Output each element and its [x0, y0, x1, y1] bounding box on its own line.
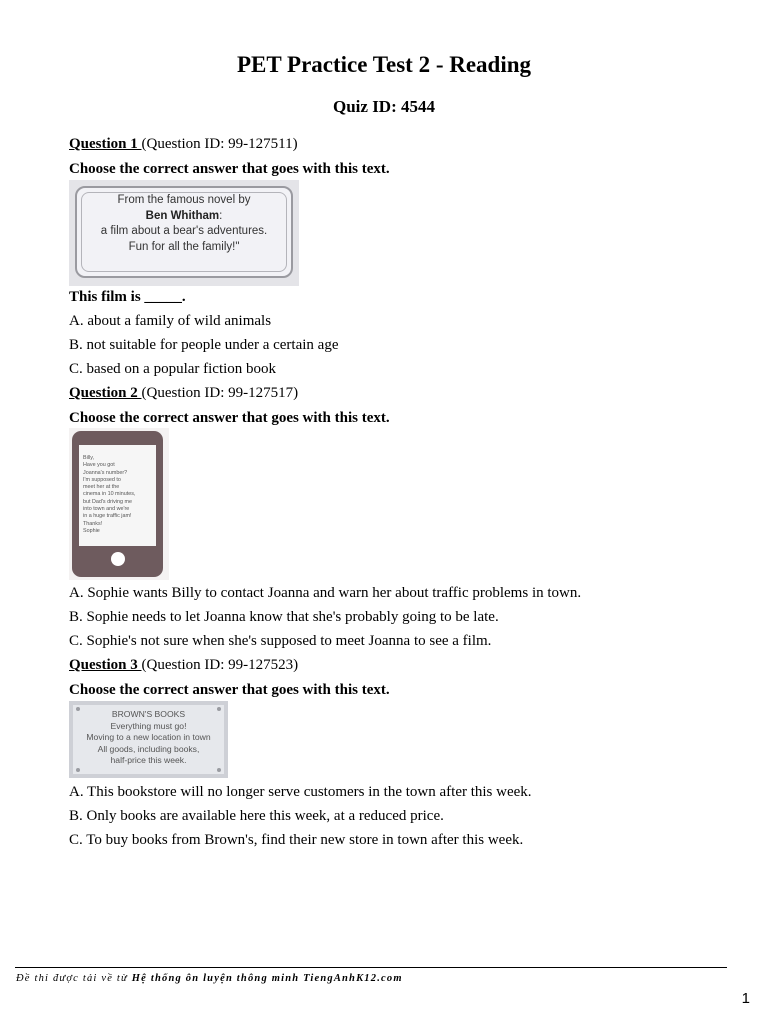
screw-icon: [76, 768, 80, 772]
question-1-option-c: C. based on a popular fiction book: [69, 361, 277, 377]
notice-text: From the famous novel by Ben Whitham: a film about a bear's adventures. Fun for all the family!": [100, 194, 268, 253]
phone-home-button: [111, 552, 125, 566]
question-1-option-b: B. not suitable for people under a certain age: [69, 337, 339, 353]
question-2-instruction: Choose the correct answer that goes with this text.: [69, 410, 390, 426]
question-2-number: Question 2: [69, 385, 142, 401]
question-3-option-b: B. Only books are available here this week, at a reduced price.: [69, 808, 444, 824]
question-3-sign-image: [69, 701, 228, 778]
screw-icon: [217, 768, 221, 772]
page-title: PET Practice Test 2 - Reading: [236, 52, 532, 77]
question-1-instruction: Choose the correct answer that goes with this text.: [69, 161, 390, 177]
question-1-notice-image: [69, 180, 299, 286]
footer-prefix: Đề thi được tải về từ: [16, 973, 132, 984]
quiz-id: Quiz ID: 4544: [333, 97, 435, 116]
question-2-option-a: A. Sophie wants Billy to contact Joanna and warn her about traffic problems in town.: [69, 585, 582, 601]
question-2-id: (Question ID: 99-127517): [141, 385, 299, 401]
footer-site-link[interactable]: Hệ thống ôn luyện thông minh TiengAnhK12.com: [131, 973, 403, 984]
page-number: 1: [741, 990, 750, 1007]
footer-divider: [15, 967, 727, 968]
sign-text: BROWN'S BOOKS Everything must go! Moving to a new location in town All goods, including books, half-price this week.: [86, 709, 211, 765]
question-1-number: Question 1: [69, 136, 142, 152]
question-3-id: (Question ID: 99-127523): [141, 657, 299, 673]
question-1-header: [69, 136, 298, 153]
question-2-phone-image: [69, 428, 169, 580]
question-1-option-a: A. about a family of wild animals: [69, 313, 272, 329]
phone-message-text: Billy, Have you got Joanna's number? I'm supposed to meet her at the cinema in 10 minutes, but Dad's driving me into town and we're in a huge traffic jam! Thanks! Sophie: [83, 455, 136, 534]
phone-screen: [79, 445, 156, 546]
question-2-header: [69, 385, 298, 402]
question-2-option-c: C. Sophie's not sure when she's supposed to meet Joanna to see a film.: [69, 633, 492, 649]
question-1-stem: This film is _____.: [69, 289, 186, 305]
question-2-option-b: B. Sophie needs to let Joanna know that she's probably going to be late.: [69, 609, 499, 625]
question-1-id: (Question ID: 99-127511): [141, 136, 298, 152]
question-3-number: Question 3: [69, 657, 142, 673]
question-3-header: [69, 657, 298, 674]
footer-text: [16, 973, 403, 984]
question-3-option-a: A. This bookstore will no longer serve customers in the town after this week.: [69, 784, 532, 800]
phone-icon: [72, 431, 163, 577]
question-3-option-c: C. To buy books from Brown's, find their new store in town after this week.: [69, 832, 524, 848]
question-3-instruction: Choose the correct answer that goes with this text.: [69, 682, 390, 698]
